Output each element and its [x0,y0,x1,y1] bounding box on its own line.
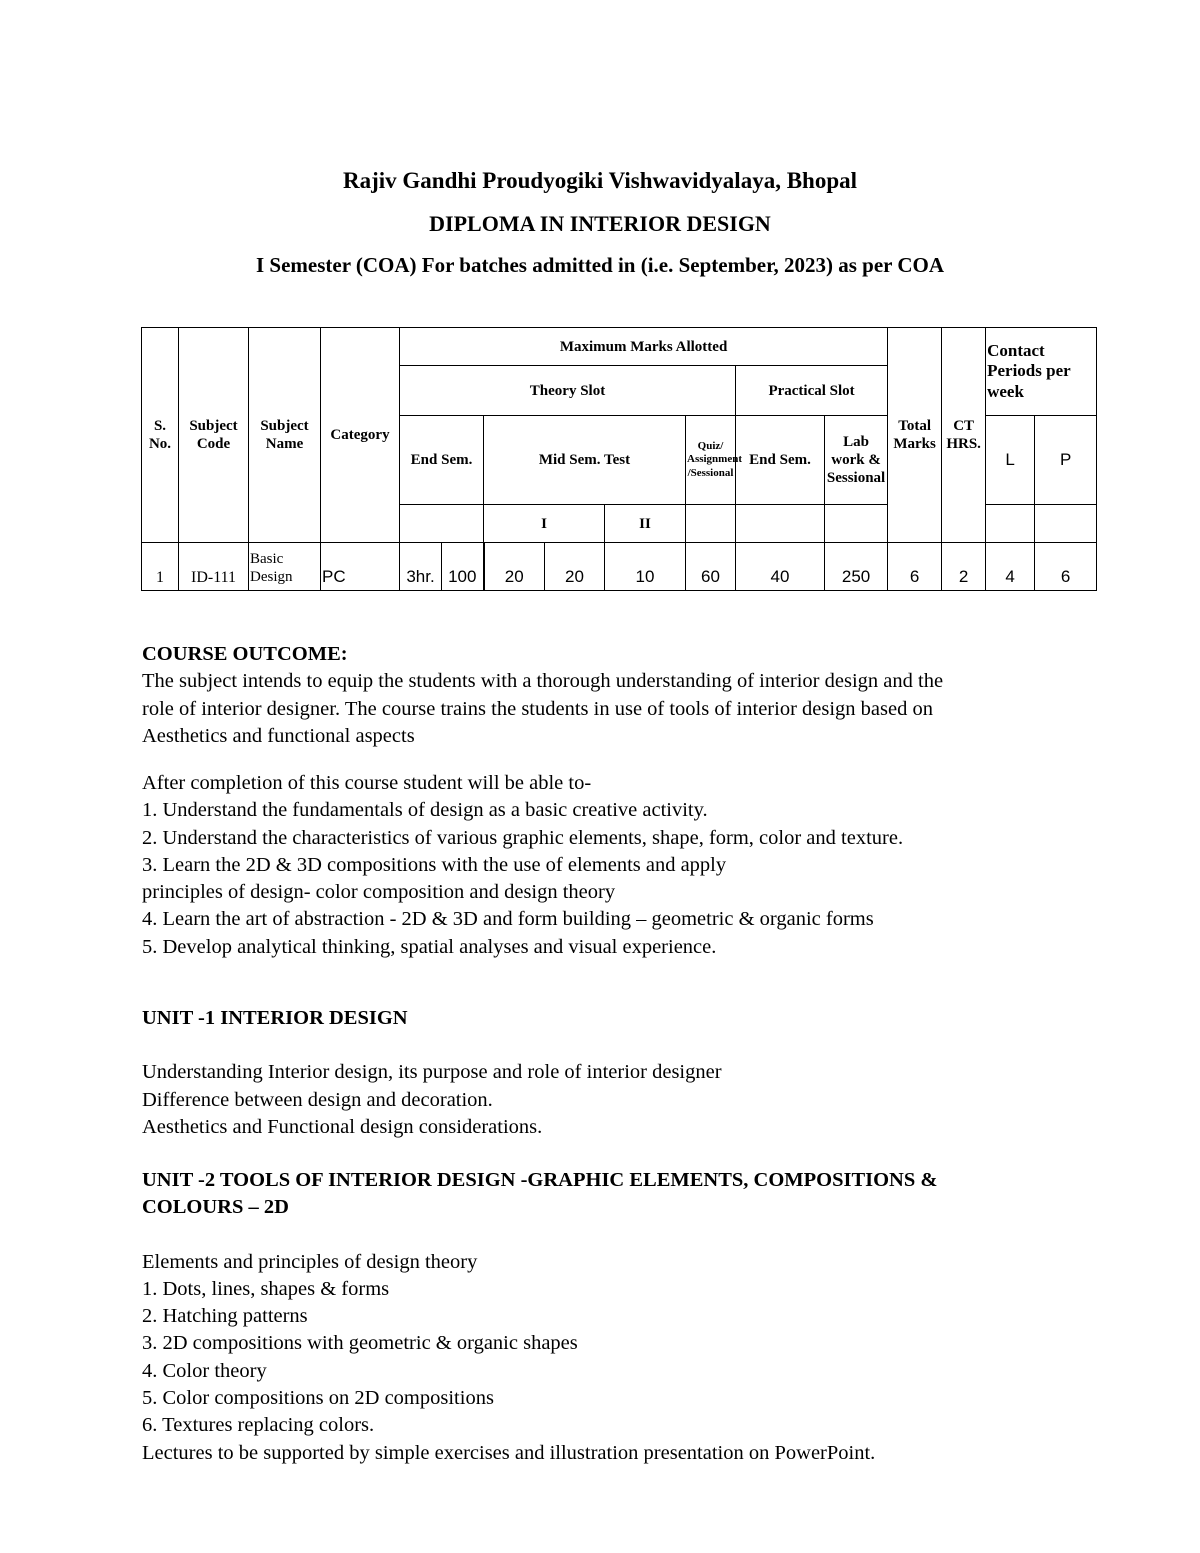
header-subject-code: Subject Code [179,328,249,543]
cell-code: ID-111 [179,543,249,591]
list-item: principles of design- color composition and design theory [142,881,616,904]
cell-total: 250 [825,543,888,591]
list-item: 2. Hatching patterns [142,1305,308,1328]
cell-credits: 6 [1035,543,1097,591]
scheme-table [141,327,1097,591]
cell-quiz: 10 [605,543,686,591]
header-mid-ii: II [605,505,686,543]
header-prac-end-sem: End Sem. [736,416,825,505]
course-intro-line: The subject intends to equip the students with a thorough understanding of interior design and the [142,670,944,693]
unit2-title-cont: COLOURS – 2D [142,1196,289,1219]
list-item: 3. 2D compositions with geometric & organic shapes [142,1332,578,1355]
list-item: Difference between design and decoration. [142,1088,493,1111]
cell-l: 2 [942,543,986,591]
list-item: 2. Understand the characteristics of various graphic elements, shape, form, color and texture. [142,826,904,849]
university-title: Rajiv Gandhi Proudyogiki Vishwavidyalaya, Bhopal [342,168,858,193]
unit2-title: UNIT -2 TOOLS OF INTERIOR DESIGN -GRAPHIC ELEMENTS, COMPOSITIONS & [142,1169,938,1191]
course-outcome-section [142,641,1102,750]
cell-end-sem-duration: 3hr. [400,543,442,591]
list-item: 1. Dots, lines, shapes & forms [142,1277,390,1300]
cell-end-sem-marks: 100 [442,543,484,591]
header-quiz: Quiz/ Assignment /Sessional [686,416,736,505]
header-max-marks: Maximum Marks Allotted [400,328,888,366]
unit2-section [142,1167,1102,1467]
header-practical-slot: Practical Slot [736,366,888,416]
blank-cell [400,505,484,543]
cell-mid-ii: 20 [545,543,605,591]
unit2-closing: Lectures to be supported by simple exercises and illustration presentation on PowerPoint. [142,1441,876,1464]
header-total-marks: Total Marks [888,328,942,543]
header-end-sem: End Sem. [400,416,484,505]
cell-p: 4 [986,543,1035,591]
cell-prac-end: 60 [686,543,736,591]
course-intro-line: role of interior designer. The course trains the students in use of tools of interior design based on [142,697,933,720]
list-item: Understanding Interior design, its purpose and role of interior designer [142,1061,722,1084]
list-item: 5. Develop analytical thinking, spatial analyses and visual experience. [142,935,717,958]
course-intro-line: Aesthetics and functional aspects [142,724,415,747]
header-l: L [986,416,1035,505]
program-title: DIPLOMA IN INTERIOR DESIGN [429,211,771,236]
semester-line: I Semester (COA) For batches admitted in (i.e. September, 2023) as per COA [255,253,945,277]
cell-sno: 1 [142,543,179,591]
outcomes-intro: After completion of this course student will be able to- [142,772,592,794]
blank-cell [1035,505,1097,543]
list-item: Aesthetics and Functional design considerations. [142,1115,543,1138]
header-subject-name: Subject Name [249,328,321,543]
cell-name: Basic Design [249,543,321,591]
outcomes-list [142,770,1102,961]
list-item: 3. Learn the 2D & 3D compositions with the use of elements and apply [142,853,727,876]
header-contact-periods: Contact Periods per week [986,328,1097,416]
blank-cell [986,505,1035,543]
list-item: 4. Learn the art of abstraction - 2D & 3D and form building – geometric & organic forms [142,908,874,931]
header-p: P [1035,416,1097,505]
header-category: Category [321,328,400,543]
list-item: 1. Understand the fundamentals of design as a basic creative activity. [142,799,708,822]
cell-category: PC [321,543,400,591]
list-item: 4. Color theory [142,1359,267,1382]
list-item: 5. Color compositions on 2D compositions [142,1387,494,1410]
unit1-title: UNIT -1 INTERIOR DESIGN [142,1007,408,1029]
unit2-intro: Elements and principles of design theory [142,1250,478,1273]
cell-mid-i: 20 [484,543,545,591]
header-mid-i: I [484,505,605,543]
header-mid-sem-test: Mid Sem. Test [484,416,686,505]
header-ct-hrs: CT HRS. [942,328,986,543]
header-theory-slot: Theory Slot [400,366,736,416]
list-item: 6. Textures replacing colors. [142,1414,375,1437]
course-outcome-title: COURSE OUTCOME: [142,643,348,665]
cell-ct: 6 [888,543,942,591]
blank-cell [825,505,888,543]
unit1-section [142,1005,1102,1141]
cell-lab: 40 [736,543,825,591]
table-row [142,543,1097,591]
header-sno: S. No. [142,328,179,543]
header-lab-work: Lab work & Sessional [825,416,888,505]
blank-cell [736,505,825,543]
blank-cell [686,505,736,543]
